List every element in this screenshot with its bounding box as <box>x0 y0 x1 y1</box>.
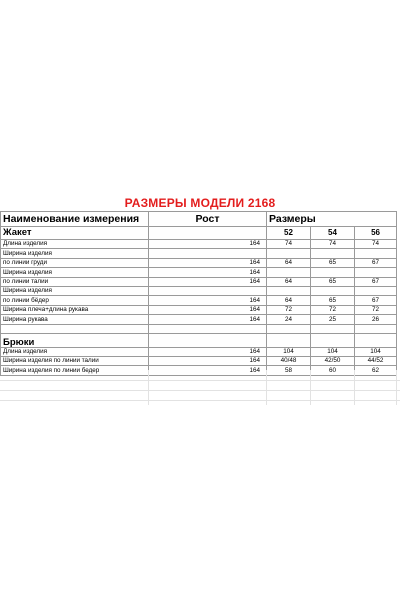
row-value <box>311 268 355 277</box>
row-value <box>311 286 355 295</box>
row-value: 62 <box>355 366 397 375</box>
row-name: Длина изделия <box>1 240 149 249</box>
row-value: 72 <box>311 305 355 314</box>
jacket-height-empty <box>149 227 267 240</box>
row-name: Ширина изделия <box>1 286 149 295</box>
table-row <box>1 296 397 305</box>
row-value <box>311 249 355 258</box>
row-name: Ширина изделия по линии талии <box>1 356 149 365</box>
row-value: 26 <box>355 315 397 324</box>
row-value: 104 <box>267 347 311 356</box>
row-name: Ширина изделия <box>1 249 149 258</box>
jacket-section-row <box>1 227 397 240</box>
row-value: 64 <box>267 258 311 267</box>
row-value: 67 <box>355 258 397 267</box>
table-row <box>1 277 397 286</box>
row-height: 164 <box>149 315 267 324</box>
row-height: 164 <box>149 305 267 314</box>
table-row <box>1 268 397 277</box>
row-value: 74 <box>355 240 397 249</box>
empty-cell <box>355 324 397 333</box>
row-value: 67 <box>355 296 397 305</box>
trousers-section-row <box>1 333 397 347</box>
jacket-label: Жакет <box>1 227 149 240</box>
row-value: 60 <box>311 366 355 375</box>
row-name: по линии бёдер <box>1 296 149 305</box>
header-row <box>1 212 397 227</box>
table-row <box>1 258 397 267</box>
table-row <box>1 356 397 365</box>
chart-title: РАЗМЕРЫ МОДЕЛИ 2168 <box>124 196 276 210</box>
row-name: по линии груди <box>1 258 149 267</box>
row-height: 164 <box>149 240 267 249</box>
row-value: 64 <box>267 296 311 305</box>
table-row <box>1 249 397 258</box>
empty-cell <box>1 324 149 333</box>
row-height <box>149 286 267 295</box>
row-value: 58 <box>267 366 311 375</box>
row-value <box>267 249 311 258</box>
row-height: 164 <box>149 258 267 267</box>
table-row <box>1 347 397 356</box>
row-height: 164 <box>149 268 267 277</box>
header-sizes: Размеры <box>267 212 397 227</box>
sheet-gridlines <box>0 370 400 405</box>
row-value: 72 <box>267 305 311 314</box>
header-height: Рост <box>149 212 267 227</box>
row-name: Ширина плеча+длина рукава <box>1 305 149 314</box>
row-value: 40/48 <box>267 356 311 365</box>
row-value: 25 <box>311 315 355 324</box>
row-value <box>267 286 311 295</box>
trousers-label: Брюки <box>1 333 149 347</box>
row-height: 164 <box>149 277 267 286</box>
row-name: Длина изделия <box>1 347 149 356</box>
row-value <box>355 286 397 295</box>
row-value: 74 <box>267 240 311 249</box>
row-height <box>149 249 267 258</box>
row-name: Ширина изделия по линии бедер <box>1 366 149 375</box>
row-value: 104 <box>355 347 397 356</box>
row-value <box>355 268 397 277</box>
table-row <box>1 240 397 249</box>
size-54: 54 <box>311 227 355 240</box>
row-value: 74 <box>311 240 355 249</box>
size-52: 52 <box>267 227 311 240</box>
row-value: 64 <box>267 277 311 286</box>
grid-line <box>0 400 400 401</box>
empty-cell <box>311 324 355 333</box>
size-56: 56 <box>355 227 397 240</box>
empty-cell <box>311 333 355 347</box>
grid-line <box>0 390 400 391</box>
row-value: 24 <box>267 315 311 324</box>
table-row <box>1 305 397 314</box>
row-height: 164 <box>149 296 267 305</box>
empty-cell <box>267 333 311 347</box>
empty-cell <box>149 324 267 333</box>
row-value: 44/52 <box>355 356 397 365</box>
row-value: 65 <box>311 296 355 305</box>
row-value: 67 <box>355 277 397 286</box>
grid-line <box>0 380 400 381</box>
row-height: 164 <box>149 347 267 356</box>
row-value: 72 <box>355 305 397 314</box>
row-value: 104 <box>311 347 355 356</box>
header-measurement: Наименование измерения <box>1 212 149 227</box>
row-value: 65 <box>311 277 355 286</box>
row-height: 164 <box>149 366 267 375</box>
size-table <box>0 211 397 376</box>
row-name: Ширина рукава <box>1 315 149 324</box>
empty-cell <box>267 324 311 333</box>
row-value: 42/50 <box>311 356 355 365</box>
spacer-row <box>1 324 397 333</box>
row-name: по линии талии <box>1 277 149 286</box>
empty-cell <box>149 333 267 347</box>
row-value <box>267 268 311 277</box>
row-height: 164 <box>149 356 267 365</box>
row-value <box>355 249 397 258</box>
table-row <box>1 315 397 324</box>
table-row <box>1 286 397 295</box>
row-name: Ширина изделия <box>1 268 149 277</box>
row-value: 65 <box>311 258 355 267</box>
empty-cell <box>355 333 397 347</box>
